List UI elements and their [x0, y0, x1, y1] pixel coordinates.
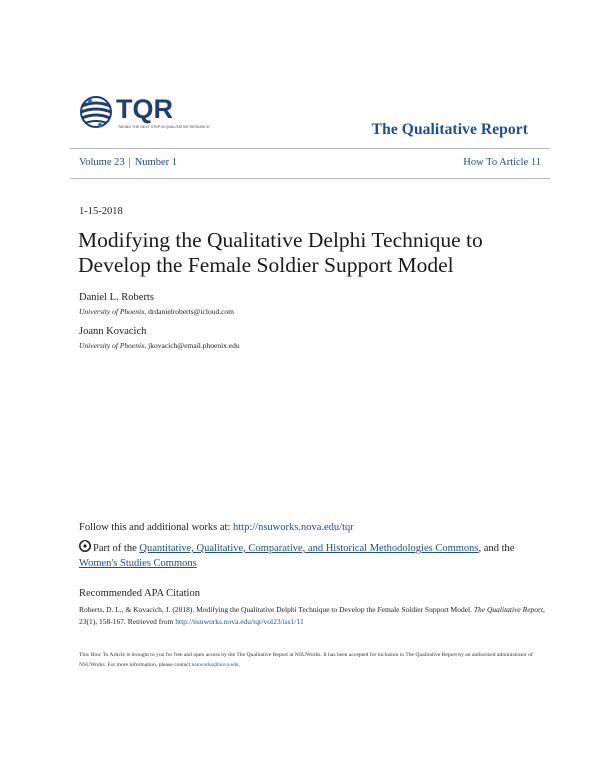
- journal-title[interactable]: The Qualitative Report: [371, 121, 528, 138]
- publication-date: 1-15-2018: [79, 206, 123, 217]
- citation-link[interactable]: http://nsuworks.nova.edu/tqr/vol23/iss1/11: [175, 616, 304, 626]
- open-access-icon: [79, 540, 91, 552]
- header-divider-top: [70, 148, 550, 149]
- volume-separator: |: [128, 157, 131, 168]
- citation-heading: Recommended APA Citation: [79, 588, 200, 599]
- commons-link[interactable]: Quantitative, Qualitative, Comparative, and Historical Methodologies Commons: [139, 543, 479, 554]
- article-title: Modifying the Qualitative Delphi Technique to Develop the Female Soldier Support Model: [78, 228, 483, 277]
- follow-link[interactable]: http://nsuworks.nova.edu/tqr: [233, 522, 354, 533]
- volume-link[interactable]: Volume 23: [79, 157, 125, 168]
- contact-email-link[interactable]: nsuworks@nova.edu: [191, 662, 239, 668]
- author-name: Daniel L. Roberts: [79, 292, 154, 303]
- follow-line: Follow this and additional works at: http://nsuworks.nova.edu/tqr: [79, 522, 354, 533]
- article-type-link[interactable]: How To Article 11: [463, 157, 541, 168]
- volume-line: [79, 157, 541, 168]
- tqr-logo[interactable]: [78, 92, 210, 136]
- author-name: Joann Kovacich: [79, 326, 147, 337]
- access-notice: This How To Article is brought to you for free and open access by the The Qualitative Report at NSUWorks. It has been accepted for inclusion in The Qualitative Report by an authorized administrator of NSUWorks. For more information, please contact nsuworks@nova.edu.: [79, 652, 533, 668]
- svg-text:TQR: TQR: [116, 94, 173, 124]
- part-of-commons: Part of the Quantitative, Qualitative, Comparative, and Historical Methodologies Commons, and the Women's Studies Commons: [79, 540, 549, 571]
- svg-text:TAKING THE NEXT STEP IN QUALIT: TAKING THE NEXT STEP IN QUALITATIVE RESEARCH: [118, 125, 210, 129]
- citation-text: Roberts, D. L., & Kovacich, J. (2018). Modifying the Qualitative Delphi Technique to Develop the Female Soldier Support Model. The Qualitative Report, 23(1), 158-167. Retrieved from http://nsuworks.nova.edu/tqr/vol23/iss1/11: [79, 605, 545, 626]
- globe-icon: [78, 92, 210, 136]
- author-affiliation: University of Phoenix, jkovacich@email.phoenix.edu: [79, 341, 240, 350]
- author-affiliation: University of Phoenix, drdanielroberts@icloud.com: [79, 307, 234, 316]
- commons-link[interactable]: Women's Studies Commons: [79, 558, 197, 569]
- header-divider-bottom: [70, 178, 550, 179]
- number-link[interactable]: Number 1: [134, 157, 178, 168]
